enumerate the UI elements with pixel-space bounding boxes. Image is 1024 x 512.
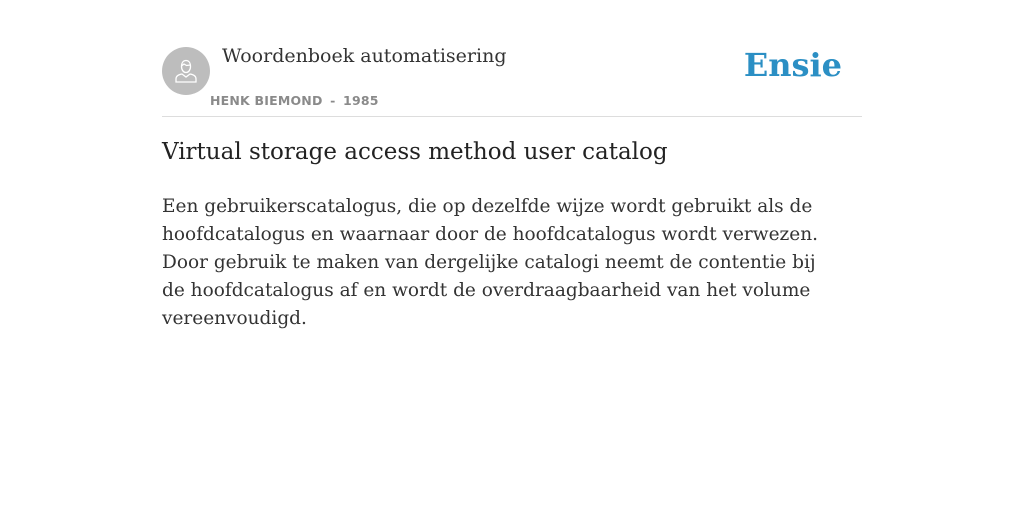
source-meta: [210, 93, 379, 108]
entry-card: [162, 0, 862, 329]
user-icon: [171, 56, 201, 86]
source-author[interactable]: HENK BIEMOND: [210, 93, 323, 108]
entry-definition: Een gebruikerscatalogus, die op dezelfde wijze wordt gebruikt als de hoofdcatalogus en waarnaar door de hoofdcatalogus wordt verwezen. Door gebruik te maken van dergelijke catalogi neemt de contentie bij de hoofdcatalogus af en wordt de overdraagbaarheid van het volume vereenvoudigd.: [162, 196, 819, 329]
meta-separator: -: [330, 93, 336, 108]
source-year: 1985: [343, 93, 379, 108]
brand-logo[interactable]: Ensie: [743, 46, 842, 84]
source-avatar[interactable]: [162, 47, 210, 95]
source-title[interactable]: Woordenboek automatisering: [222, 45, 507, 67]
source-header: [162, 0, 862, 117]
entry-title: Virtual storage access method user catalog: [162, 139, 668, 165]
